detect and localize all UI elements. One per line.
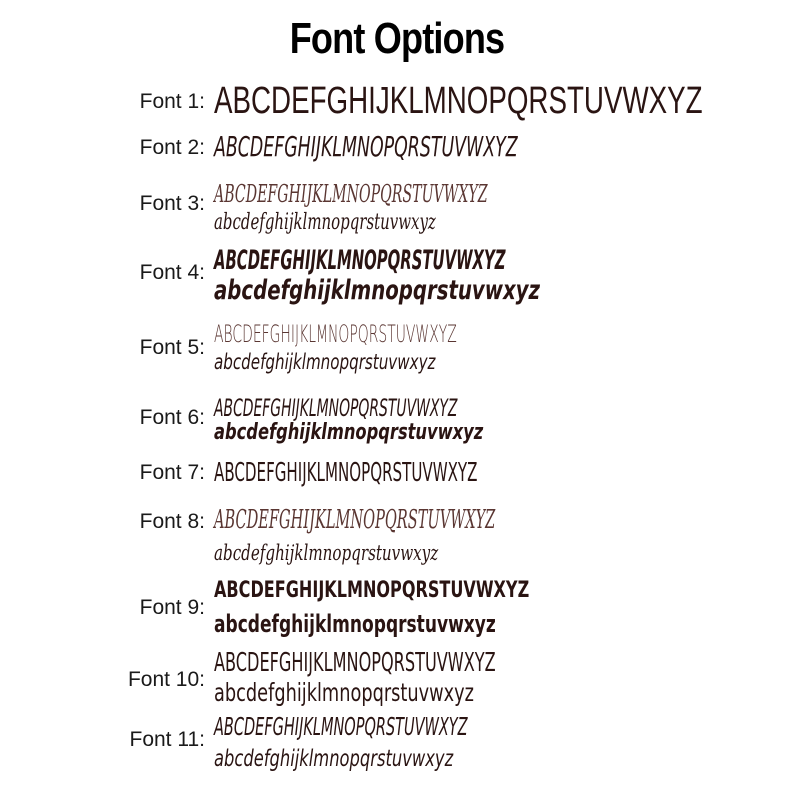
font-sample-uppercase: ABCDEFGHIJKLMNOPQRSTUVWXYZ (214, 180, 488, 208)
font-sample-uppercase: ABCDEFGHIJKLMNOPQRSTUVWXYZ (214, 505, 496, 535)
font-sample-uppercase: ABCDEFGHIJKLMNOPQRSTUVWXYZ (214, 320, 457, 348)
font-sample-lowercase: abcdefghijklmnopqrstuvwxyz (214, 275, 540, 306)
font-sample-lowercase: abcdefghijklmnopqrstuvwxyz (214, 610, 496, 638)
font-sample-lowercase: abcdefghijklmnopqrstuvwxyz (214, 210, 436, 235)
font-label: Font 10: (127, 668, 205, 691)
font-label: Font 9: (139, 596, 205, 619)
font-label: Font 6: (139, 406, 205, 429)
font-sample-lowercase: abcdefghijklmnopqrstuvwxyz (214, 420, 484, 445)
page-title: Font Options (289, 14, 505, 63)
font-label: Font 1: (139, 90, 205, 113)
font-sample-uppercase: ABCDEFGHIJKLMNOPQRSTUVWXYZ (214, 648, 496, 678)
font-sample-lowercase: abcdefghijklmnopqrstuvwxyz (214, 746, 454, 772)
font-label: Font 3: (139, 192, 205, 215)
font-sample-uppercase: ABCDEFGHIJKLMNOPQRSTUVWXYZ (214, 578, 530, 603)
font-sample-uppercase: ABCDEFGHIJKLMNOPQRSTUVWXYZ (214, 80, 703, 122)
font-sample-lowercase: abcdefghijklmnopqrstuvwxyz (214, 350, 436, 374)
font-sample-uppercase: ABCDEFGHIJKLMNOPQRSTUVWXYZ (214, 712, 468, 741)
font-sample-uppercase: ABCDEFGHIJKLMNOPQRSTUVWXYZ (214, 245, 506, 276)
font-sample-lowercase: abcdefghijklmnopqrstuvwxyz (214, 541, 439, 565)
font-sample-uppercase: ABCDEFGHIJKLMNOPQRSTUVWXYZ (214, 458, 478, 488)
font-label: Font 11: (129, 728, 205, 751)
font-label: Font 7: (139, 461, 205, 484)
font-label: Font 4: (139, 261, 205, 284)
font-label: Font 2: (139, 136, 205, 159)
font-sample-uppercase: ABCDEFGHIJKLMNOPQRSTUVWXYZ (214, 394, 458, 422)
font-label: Font 8: (139, 510, 205, 533)
font-sample-uppercase: ABCDEFGHIJKLMNOPQRSTUVWXYZ (214, 130, 518, 163)
font-sample-lowercase: abcdefghijklmnopqrstuvwxyz (214, 678, 474, 707)
font-label: Font 5: (139, 336, 205, 359)
